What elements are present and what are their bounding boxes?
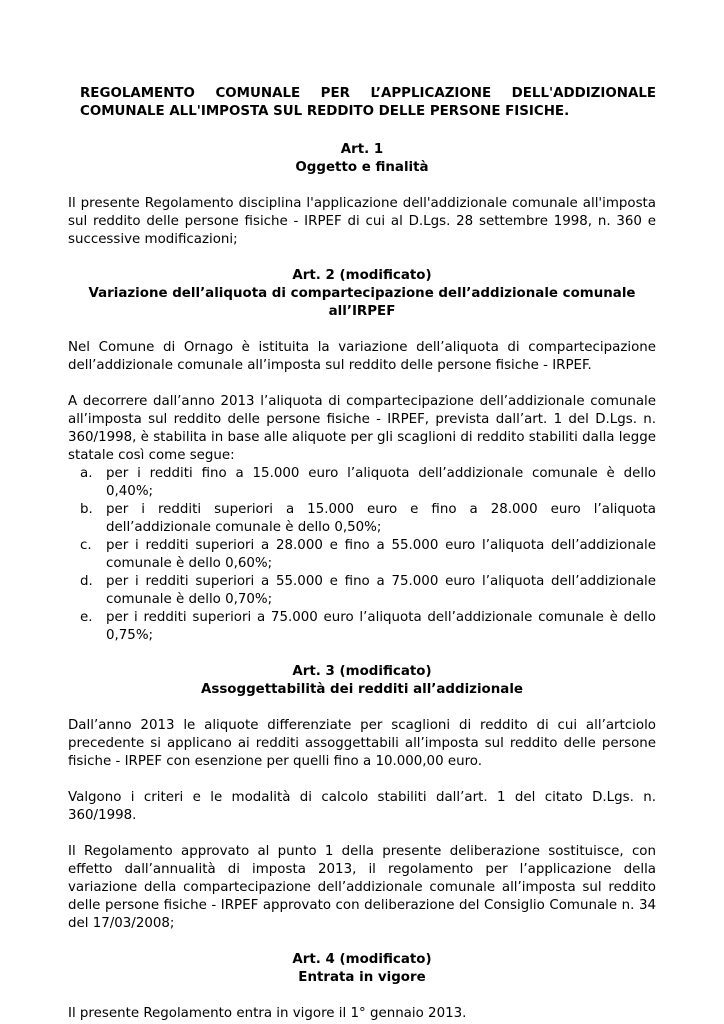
list-item-text: per i redditi superiori a 55.000 e fino a 75.000 euro l’aliquota dell’addizionale comunale è dello 0,70%; bbox=[106, 574, 656, 607]
list-item-text: per i redditi superiori a 28.000 e fino a 55.000 euro l’aliquota dell’addizionale comunale è dello 0,60%; bbox=[106, 538, 656, 571]
list-item-label: e. bbox=[80, 610, 93, 625]
article-3-paragraph: Dall’anno 2013 le aliquote differenziate per scaglioni di reddito di cui all’artciolo precedente si applicano ai redditi assoggettabili all’imposta sul reddito delle persone fisiche - IRPEF con esenzione per quelli fino a 10.000,00 euro. bbox=[68, 718, 656, 769]
article-4-heading: Entrata in vigore bbox=[298, 970, 426, 985]
rate-list bbox=[68, 465, 656, 645]
article-1-number: Art. 1 bbox=[340, 142, 384, 157]
article-2-number: Art. 2 (modificato) bbox=[292, 268, 432, 283]
list-item bbox=[68, 465, 656, 501]
article-1-paragraph: Il presente Regolamento disciplina l'applicazione dell'addizionale comunale all'imposta sul reddito delle persone fisiche - IRPEF di cui al D.Lgs. 28 settembre 1998, n. 360 e successive modificazioni; bbox=[68, 196, 656, 247]
list-item-text: per i redditi superiori a 15.000 euro e fino a 28.000 euro l’aliquota dell’addizionale comunale è dello 0,50%; bbox=[106, 502, 656, 535]
article-1 bbox=[68, 141, 656, 249]
article-2-heading: Variazione dell’aliquota di compartecipazione dell’addizionale comunale all’IRPEF bbox=[88, 286, 636, 319]
article-2-paragraph: Nel Comune di Ornago è istituita la variazione dell’aliquota di compartecipazione dell’addizionale comunale all’imposta sul reddito delle persone fisiche - IRPEF. bbox=[68, 340, 656, 373]
list-item-text: per i redditi fino a 15.000 euro l’aliquota dell’addizionale comunale è dello 0,40%; bbox=[106, 466, 656, 499]
document-title: REGOLAMENTO COMUNALE PER L’APPLICAZIONE DELL'ADDIZIONALE COMUNALE ALL'IMPOSTA SUL REDDITO DELLE PERSONE FISICHE. bbox=[80, 86, 656, 119]
article-4-paragraph: Il presente Regolamento entra in vigore il 1° gennaio 2013. bbox=[68, 1006, 467, 1021]
article-4 bbox=[68, 951, 656, 1023]
article-3-paragraph: Il Regolamento approvato al punto 1 della presente deliberazione sostituisce, con effetto dall’annualità di imposta 2013, il regolamento per l’applicazione della variazione della compartecipazione dell’addizionale comunale all’imposta sul reddito delle persone fisiche - IRPEF approvato con deliberazione del Consiglio Comunale n. 34 del 17/03/2008; bbox=[68, 844, 656, 931]
list-item-label: b. bbox=[80, 502, 93, 517]
article-3 bbox=[68, 663, 656, 933]
list-item-text: per i redditi superiori a 75.000 euro l’aliquota dell’addizionale comunale è dello 0,75%; bbox=[106, 610, 656, 643]
article-2 bbox=[68, 267, 656, 645]
list-item-label: c. bbox=[80, 538, 92, 553]
article-4-number: Art. 4 (modificato) bbox=[292, 952, 432, 967]
list-item bbox=[68, 573, 656, 609]
list-item bbox=[68, 609, 656, 645]
article-3-paragraph: Valgono i criteri e le modalità di calcolo stabiliti dall’art. 1 del citato D.Lgs. n. 360/1998. bbox=[68, 790, 656, 823]
article-1-heading: Oggetto e finalità bbox=[295, 160, 429, 175]
list-item bbox=[68, 501, 656, 537]
list-item bbox=[68, 537, 656, 573]
list-item-label: a. bbox=[80, 466, 93, 481]
article-3-number: Art. 3 (modificato) bbox=[292, 664, 432, 679]
article-2-paragraph: A decorrere dall’anno 2013 l’aliquota di compartecipazione dell’addizionale comunale all’imposta sul reddito delle persone fisiche - IRPEF, prevista dall’art. 1 del D.Lgs. n. 360/1998, è stabilita in base alle aliquote per gli scaglioni di reddito stabiliti dalla legge statale così come segue: bbox=[68, 394, 656, 463]
list-item-label: d. bbox=[80, 574, 93, 589]
article-3-heading: Assoggettabilità dei redditi all’addizionale bbox=[201, 682, 523, 697]
